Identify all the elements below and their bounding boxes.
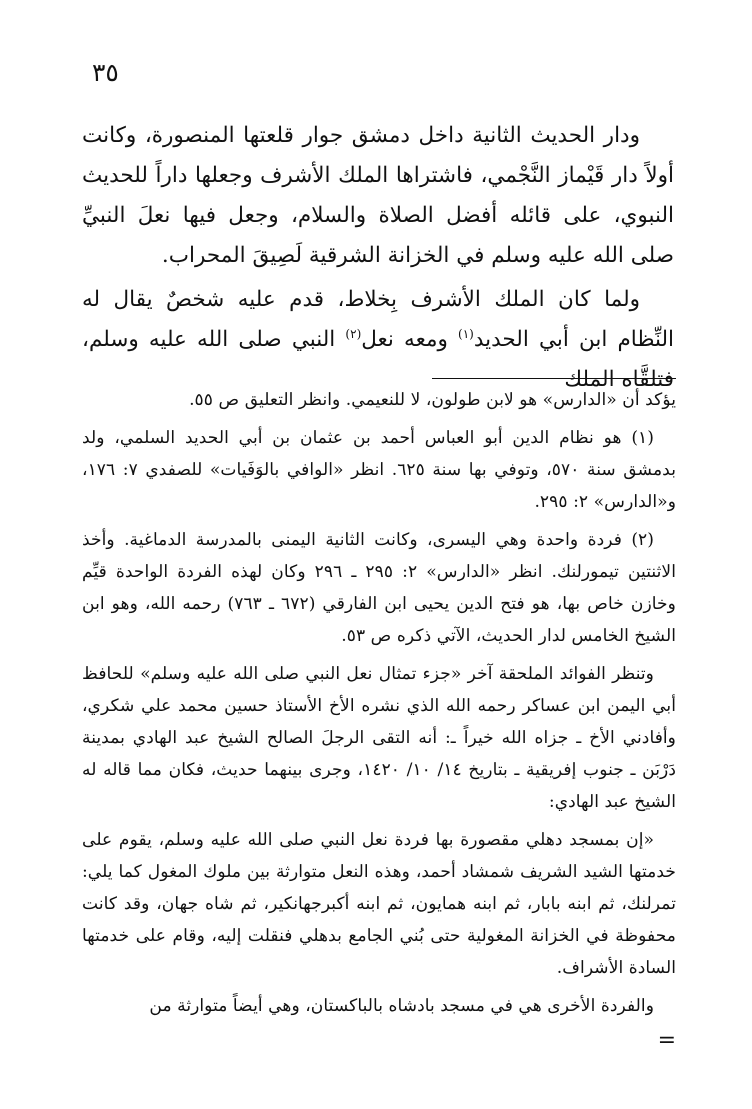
body-paragraph-2-part-c: النبي صلى الله عليه وسلم، فتلقَّاه الملك (82, 327, 674, 392)
footnote-ref-1[interactable]: (١) (458, 326, 474, 341)
body-paragraph-2 (82, 280, 674, 400)
footnote-2-last-paragraph: والفردة الأخرى هي في مسجد بادشاه بالباكستان، وهي أيضاً متوارثة من (149, 996, 654, 1016)
main-text (82, 116, 674, 400)
footnote-2-additional-note: وتنظر الفوائد الملحقة آخر «جزء تمثال نعل النبي صلى الله عليه وسلم» للحافظ أبي اليمن ابن عساكر رحمه الله الذي نشره الأخ الأستاذ حسين محمد علي شكري، وأفادني الأخ ـ جزاه الله خيراً ـ: أنه التقى الرجلَ الصالح الشيخ عبد الهادي بمدينة دَرْبَن ـ جنوب إفريقية ـ بتاريخ ١٤/ ١٠/ ١٤٢٠، وجرى بينهما حديث، فكان مما قاله له الشيخ عبد الهادي: (82, 664, 676, 812)
continuation-mark: = (657, 1028, 676, 1053)
page-number: ٣٥ (92, 58, 119, 87)
footnote-2: (٢) فردة واحدة وهي اليسرى، وكانت الثانية اليمنى بالمدرسة الدماغية. وأخذ الاثنتين تيمورلنك. انظر «الدارس» ٢: ٢٩٥ ـ ٢٩٦ وكان لهذه الفردة الواحدة قيِّم وخازن خاص بها، هو فتح الدين يحيى ابن الفارقي (٦٧٢ ـ ٧٦٣) رحمه الله، وهو ابن الشيخ الخامس لدار الحديث، الآتي ذكره ص ٥٣. (82, 530, 676, 646)
body-paragraph-1: ودار الحديث الثانية داخل دمشق جوار قلعتها المنصورة، وكانت أولاً دار قَيْماز النَّجْمي، فاشتراها الملك الأشرف وجعلها داراً للحديث النبوي، على قائله أفضل الصلاة والسلام، وجعل فيها نعلَ النبيِّ صلى الله عليه وسلم في الخزانة الشرقية لَصِيقَ المحراب. (82, 123, 674, 268)
footnotes (82, 384, 676, 1054)
footnote-separator (432, 378, 676, 379)
footnote-continued: يؤكد أن «الدارس» هو لابن طولون، لا للنعيمي. وانظر التعليق ص ٥٥. (189, 390, 676, 410)
footnote-1: (١) هو نظام الدين أبو العباس أحمد بن عثمان بن أبي الحديد السلمي، ولد بدمشق سنة ٥٧٠، وتوفي بها سنة ٦٢٥. انظر «الوافي بالوَفَيات» للصفدي ٧: ١٧٦، و«الدارس» ٢: ٢٩٥. (82, 428, 676, 512)
footnote-2-quotation: «إن بمسجد دهلي مقصورة بها فردة نعل النبي صلى الله عليه وسلم، يقوم على خدمتها الشيد الشريف شمشاد أحمد، وهذه النعل متوارثة بين ملوك المغول كما يلي: تمرلنك، ثم ابنه بابار، ثم ابنه همايون، ثم ابنه أكبرجهانكير، ثم شاه جهان، وقد كانت محفوظة في الخزانة المغولية حتى بُني الجامع بدهلي فنقلت إليه، وقام على خدمتها السادة الأشراف. (82, 830, 676, 978)
footnote-ref-2[interactable]: (٢) (345, 326, 362, 341)
body-paragraph-2-part-b: ومعه نعل (361, 327, 459, 352)
body-paragraph-2-part-a: ولما كان الملك الأشرف بِخلاط، قدم عليه شخصٌ يقال له النِّظام ابن أبي الحديد (82, 287, 674, 352)
